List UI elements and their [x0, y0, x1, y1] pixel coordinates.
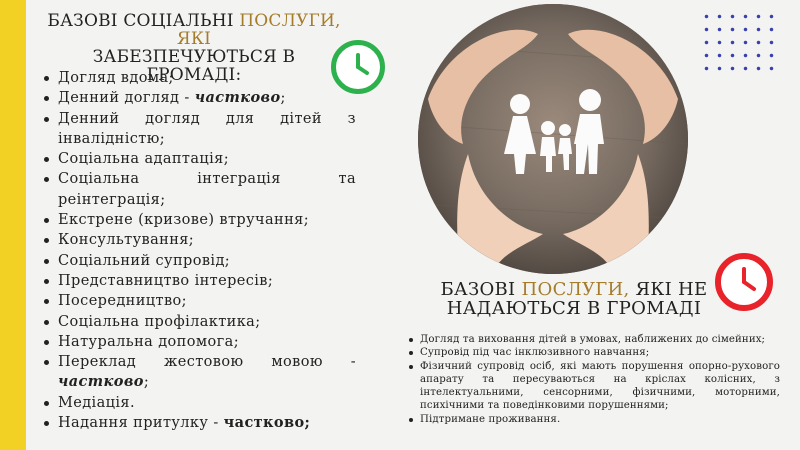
- list-item-text: Медіація.: [58, 394, 135, 411]
- list-item: [44, 169, 356, 210]
- list-item: [44, 352, 356, 393]
- list-item-text: Догляд вдома;: [58, 70, 174, 86]
- list-item: [44, 230, 356, 250]
- list-item: [44, 109, 356, 150]
- list-item: [44, 271, 356, 291]
- list-item-text: Соціальна профілактика;: [58, 313, 261, 330]
- title2-part4: НАДАЮТЬСЯ В ГРОМАДІ: [446, 298, 702, 319]
- left-accent-bar: [0, 0, 26, 450]
- title2-part3: ЯКІ НЕ: [635, 279, 708, 300]
- list-item-text: Натуральна допомога;: [58, 333, 239, 350]
- title1-part1: БАЗОВІ СОЦІАЛЬНІ: [47, 11, 234, 31]
- list-item: [44, 332, 356, 352]
- list-item: [44, 291, 356, 311]
- list-item-tail: ;: [280, 90, 286, 107]
- list-item: [44, 149, 356, 169]
- list-item-emphasis: частково: [58, 373, 144, 391]
- title2-part1: БАЗОВІ: [440, 279, 516, 300]
- list-item: Підтримане проживання.: [408, 413, 780, 426]
- list-item-text: Соціальний супровід;: [58, 252, 231, 269]
- list-item-text: Соціальна адаптація;: [58, 151, 229, 168]
- list-item: [44, 393, 356, 413]
- list-item: Супровід під час інклюзивного навчання;: [408, 346, 780, 359]
- list-item: [44, 88, 356, 108]
- list-item-text: Екстрене (кризове) втручання;: [58, 212, 310, 229]
- list-item-text: Консультування;: [58, 232, 195, 249]
- list-item: [44, 68, 356, 88]
- list-item-emphasis: частково: [194, 89, 281, 107]
- list-item-text: Посередництво;: [58, 293, 187, 310]
- list-item: [44, 312, 356, 332]
- list-item-text: Денний догляд -: [58, 90, 195, 107]
- list-item-text: Представництво інтересів;: [58, 272, 274, 289]
- not-provided-services-list: [408, 333, 780, 426]
- dot-grid-decoration: [700, 10, 782, 74]
- title1-part3: ЗАБЕЗПЕЧУЮТЬСЯ В ГРОМАДІ:: [92, 47, 296, 85]
- list-item: Догляд та виховання дітей в умовах, наближених до сімейних;: [408, 333, 780, 346]
- family-hands-photo: [418, 4, 688, 274]
- title2-part2: ПОСЛУГИ,: [521, 279, 630, 300]
- provided-services-list: [44, 68, 356, 433]
- list-item: [44, 251, 356, 271]
- list-item-text: Надання притулку -: [58, 415, 224, 432]
- list-item: Фізичний супровід осіб, які мають порушення опорно-рухового апарату та пересуваються на кріслах колісних, з інтелектуальними, сенсорними, фізичними, моторними, психічними та поведінковими порушеннями;: [408, 360, 780, 413]
- list-item-text: Денний догляд для дітей з інвалідністю;: [58, 110, 356, 147]
- title1-part2: ПОСЛУГИ, ЯКІ: [176, 11, 341, 49]
- section2-title: [440, 280, 708, 318]
- clock-icon: [715, 253, 773, 311]
- list-item-tail: ;: [143, 374, 150, 391]
- list-item: [44, 413, 356, 433]
- list-item: [44, 210, 356, 230]
- list-item-emphasis: частково;: [223, 414, 311, 432]
- list-item-text: Переклад жестовою мовою -: [58, 354, 356, 371]
- list-item-text: Соціальна інтеграція та реінтеграція;: [58, 171, 356, 208]
